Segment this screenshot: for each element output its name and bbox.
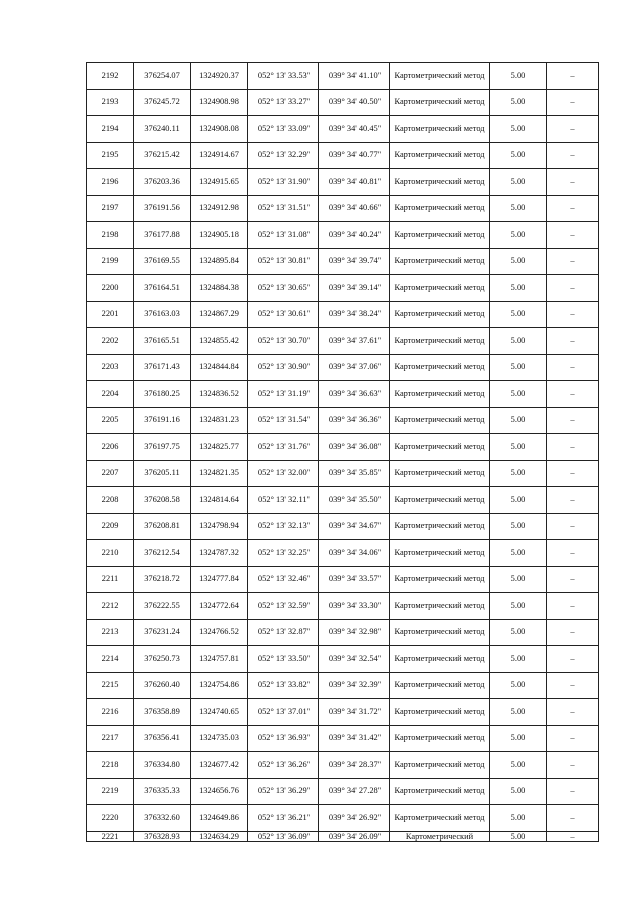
table-row [87,434,599,461]
x-coordinate-cell: 376358.89 [134,699,191,726]
point-number-cell: 2201 [87,301,134,328]
y-coordinate-cell: 1324777.84 [191,566,248,593]
latitude-cell: 052° 13' 33.50" [248,646,319,673]
longitude-cell: 039° 34' 35.50" [319,487,390,514]
table-row [87,381,599,408]
y-coordinate-cell: 1324754.86 [191,672,248,699]
table-row [87,407,599,434]
point-number-cell: 2215 [87,672,134,699]
x-coordinate-cell: 376203.36 [134,169,191,196]
method-cell: Картометрический метод [390,195,490,222]
table-row [87,805,599,832]
note-cell: – [547,540,599,567]
accuracy-cell: 5.00 [490,566,547,593]
table-body [87,63,599,842]
table-row [87,89,599,116]
note-cell: – [547,301,599,328]
y-coordinate-cell: 1324867.29 [191,301,248,328]
y-coordinate-cell: 1324656.76 [191,778,248,805]
y-coordinate-cell: 1324825.77 [191,434,248,461]
accuracy-cell: 5.00 [490,460,547,487]
point-number-cell: 2197 [87,195,134,222]
point-number-cell: 2202 [87,328,134,355]
method-cell: Картометрический метод [390,513,490,540]
point-number-cell: 2193 [87,89,134,116]
method-cell: Картометрический метод [390,699,490,726]
note-cell: – [547,328,599,355]
y-coordinate-cell: 1324634.29 [191,831,248,841]
accuracy-cell: 5.00 [490,619,547,646]
latitude-cell: 052° 13' 32.46" [248,566,319,593]
x-coordinate-cell: 376245.72 [134,89,191,116]
note-cell: – [547,593,599,620]
table-row [87,354,599,381]
point-number-cell: 2214 [87,646,134,673]
y-coordinate-cell: 1324821.35 [191,460,248,487]
note-cell: – [547,63,599,90]
longitude-cell: 039° 34' 26.09" [319,831,390,841]
method-cell: Картометрический метод [390,301,490,328]
point-number-cell: 2206 [87,434,134,461]
latitude-cell: 052° 13' 36.09" [248,831,319,841]
table-row [87,699,599,726]
longitude-cell: 039° 34' 32.54" [319,646,390,673]
longitude-cell: 039° 34' 34.06" [319,540,390,567]
latitude-cell: 052° 13' 36.21" [248,805,319,832]
y-coordinate-cell: 1324905.18 [191,222,248,249]
note-cell: – [547,89,599,116]
latitude-cell: 052° 13' 32.00" [248,460,319,487]
latitude-cell: 052° 13' 30.65" [248,275,319,302]
x-coordinate-cell: 376215.42 [134,142,191,169]
table-row [87,275,599,302]
point-number-cell: 2200 [87,275,134,302]
latitude-cell: 052° 13' 31.51" [248,195,319,222]
longitude-cell: 039° 34' 36.63" [319,381,390,408]
coordinates-table [86,62,599,842]
method-cell: Картометрический метод [390,646,490,673]
point-number-cell: 2211 [87,566,134,593]
accuracy-cell: 5.00 [490,195,547,222]
table-row [87,513,599,540]
x-coordinate-cell: 376191.16 [134,407,191,434]
method-cell: Картометрический метод [390,778,490,805]
longitude-cell: 039° 34' 32.39" [319,672,390,699]
latitude-cell: 052° 13' 33.82" [248,672,319,699]
note-cell: – [547,805,599,832]
note-cell: – [547,619,599,646]
y-coordinate-cell: 1324836.52 [191,381,248,408]
latitude-cell: 052° 13' 32.25" [248,540,319,567]
note-cell: – [547,407,599,434]
point-number-cell: 2220 [87,805,134,832]
latitude-cell: 052° 13' 33.09" [248,116,319,143]
note-cell: – [547,195,599,222]
latitude-cell: 052° 13' 31.08" [248,222,319,249]
accuracy-cell: 5.00 [490,487,547,514]
x-coordinate-cell: 376212.54 [134,540,191,567]
latitude-cell: 052° 13' 31.54" [248,407,319,434]
latitude-cell: 052° 13' 32.11" [248,487,319,514]
table-row [87,63,599,90]
longitude-cell: 039° 34' 40.45" [319,116,390,143]
point-number-cell: 2218 [87,752,134,779]
point-number-cell: 2199 [87,248,134,275]
longitude-cell: 039° 34' 26.92" [319,805,390,832]
accuracy-cell: 5.00 [490,752,547,779]
table-row [87,619,599,646]
y-coordinate-cell: 1324914.67 [191,142,248,169]
point-number-cell: 2221 [87,831,134,841]
longitude-cell: 039° 34' 39.74" [319,248,390,275]
method-cell: Картометрический метод [390,672,490,699]
latitude-cell: 052° 13' 36.93" [248,725,319,752]
table-row [87,460,599,487]
accuracy-cell: 5.00 [490,63,547,90]
method-cell: Картометрический метод [390,328,490,355]
longitude-cell: 039° 34' 36.08" [319,434,390,461]
x-coordinate-cell: 376177.88 [134,222,191,249]
latitude-cell: 052° 13' 36.29" [248,778,319,805]
method-cell: Картометрический метод [390,381,490,408]
y-coordinate-cell: 1324814.64 [191,487,248,514]
note-cell: – [547,434,599,461]
method-cell: Картометрический метод [390,460,490,487]
method-cell: Картометрический метод [390,63,490,90]
longitude-cell: 039° 34' 40.50" [319,89,390,116]
longitude-cell: 039° 34' 40.66" [319,195,390,222]
latitude-cell: 052° 13' 31.90" [248,169,319,196]
latitude-cell: 052° 13' 32.13" [248,513,319,540]
y-coordinate-cell: 1324831.23 [191,407,248,434]
note-cell: – [547,566,599,593]
x-coordinate-cell: 376260.40 [134,672,191,699]
y-coordinate-cell: 1324912.98 [191,195,248,222]
note-cell: – [547,354,599,381]
x-coordinate-cell: 376356.41 [134,725,191,752]
table-row [87,487,599,514]
note-cell: – [547,142,599,169]
accuracy-cell: 5.00 [490,301,547,328]
x-coordinate-cell: 376332.60 [134,805,191,832]
table-row [87,142,599,169]
x-coordinate-cell: 376208.58 [134,487,191,514]
x-coordinate-cell: 376334.80 [134,752,191,779]
point-number-cell: 2204 [87,381,134,408]
latitude-cell: 052° 13' 31.76" [248,434,319,461]
longitude-cell: 039° 34' 40.81" [319,169,390,196]
point-number-cell: 2210 [87,540,134,567]
accuracy-cell: 5.00 [490,778,547,805]
longitude-cell: 039° 34' 37.61" [319,328,390,355]
method-cell: Картометрический метод [390,89,490,116]
y-coordinate-cell: 1324740.65 [191,699,248,726]
x-coordinate-cell: 376240.11 [134,116,191,143]
method-cell: Картометрический метод [390,407,490,434]
method-cell: Картометрический метод [390,619,490,646]
longitude-cell: 039° 34' 33.30" [319,593,390,620]
method-cell: Картометрический метод [390,222,490,249]
table-row [87,593,599,620]
point-number-cell: 2198 [87,222,134,249]
x-coordinate-cell: 376171.43 [134,354,191,381]
x-coordinate-cell: 376197.75 [134,434,191,461]
y-coordinate-cell: 1324798.94 [191,513,248,540]
method-cell: Картометрический метод [390,805,490,832]
latitude-cell: 052° 13' 33.53" [248,63,319,90]
table-row [87,328,599,355]
longitude-cell: 039° 34' 28.37" [319,752,390,779]
latitude-cell: 052° 13' 30.70" [248,328,319,355]
method-cell: Картометрический метод [390,354,490,381]
table-row [87,116,599,143]
accuracy-cell: 5.00 [490,354,547,381]
table-row [87,778,599,805]
longitude-cell: 039° 34' 31.72" [319,699,390,726]
x-coordinate-cell: 376208.81 [134,513,191,540]
table-row [87,169,599,196]
y-coordinate-cell: 1324908.98 [191,89,248,116]
point-number-cell: 2205 [87,407,134,434]
x-coordinate-cell: 376231.24 [134,619,191,646]
note-cell: – [547,381,599,408]
note-cell: – [547,169,599,196]
accuracy-cell: 5.00 [490,248,547,275]
y-coordinate-cell: 1324787.32 [191,540,248,567]
accuracy-cell: 5.00 [490,142,547,169]
note-cell: – [547,831,599,841]
longitude-cell: 039° 34' 27.28" [319,778,390,805]
method-cell: Картометрический [390,831,490,841]
accuracy-cell: 5.00 [490,699,547,726]
x-coordinate-cell: 376250.73 [134,646,191,673]
y-coordinate-cell: 1324735.03 [191,725,248,752]
x-coordinate-cell: 376191.56 [134,195,191,222]
point-number-cell: 2216 [87,699,134,726]
x-coordinate-cell: 376169.55 [134,248,191,275]
accuracy-cell: 5.00 [490,725,547,752]
accuracy-cell: 5.00 [490,222,547,249]
point-number-cell: 2212 [87,593,134,620]
point-number-cell: 2217 [87,725,134,752]
method-cell: Картометрический метод [390,169,490,196]
latitude-cell: 052° 13' 37.01" [248,699,319,726]
point-number-cell: 2192 [87,63,134,90]
note-cell: – [547,672,599,699]
note-cell: – [547,222,599,249]
accuracy-cell: 5.00 [490,116,547,143]
note-cell: – [547,460,599,487]
longitude-cell: 039° 34' 36.36" [319,407,390,434]
y-coordinate-cell: 1324677.42 [191,752,248,779]
method-cell: Картометрический метод [390,752,490,779]
accuracy-cell: 5.00 [490,275,547,302]
table-row [87,195,599,222]
latitude-cell: 052° 13' 32.59" [248,593,319,620]
latitude-cell: 052° 13' 30.90" [248,354,319,381]
latitude-cell: 052° 13' 33.27" [248,89,319,116]
table-row [87,831,599,841]
table-row [87,222,599,249]
y-coordinate-cell: 1324895.84 [191,248,248,275]
latitude-cell: 052° 13' 32.29" [248,142,319,169]
table-row [87,566,599,593]
longitude-cell: 039° 34' 41.10" [319,63,390,90]
note-cell: – [547,725,599,752]
note-cell: – [547,752,599,779]
method-cell: Картометрический метод [390,487,490,514]
note-cell: – [547,116,599,143]
method-cell: Картометрический метод [390,142,490,169]
y-coordinate-cell: 1324915.65 [191,169,248,196]
table-row [87,301,599,328]
accuracy-cell: 5.00 [490,672,547,699]
y-coordinate-cell: 1324855.42 [191,328,248,355]
x-coordinate-cell: 376205.11 [134,460,191,487]
y-coordinate-cell: 1324757.81 [191,646,248,673]
table-row [87,646,599,673]
point-number-cell: 2209 [87,513,134,540]
longitude-cell: 039° 34' 35.85" [319,460,390,487]
method-cell: Картометрический метод [390,593,490,620]
note-cell: – [547,513,599,540]
longitude-cell: 039° 34' 34.67" [319,513,390,540]
method-cell: Картометрический метод [390,566,490,593]
note-cell: – [547,275,599,302]
longitude-cell: 039° 34' 32.98" [319,619,390,646]
note-cell: – [547,646,599,673]
latitude-cell: 052° 13' 30.81" [248,248,319,275]
longitude-cell: 039° 34' 39.14" [319,275,390,302]
y-coordinate-cell: 1324908.08 [191,116,248,143]
accuracy-cell: 5.00 [490,646,547,673]
table-row [87,725,599,752]
longitude-cell: 039° 34' 38.24" [319,301,390,328]
note-cell: – [547,487,599,514]
point-number-cell: 2194 [87,116,134,143]
latitude-cell: 052° 13' 31.19" [248,381,319,408]
latitude-cell: 052° 13' 36.26" [248,752,319,779]
longitude-cell: 039° 34' 31.42" [319,725,390,752]
point-number-cell: 2208 [87,487,134,514]
longitude-cell: 039° 34' 37.06" [319,354,390,381]
accuracy-cell: 5.00 [490,805,547,832]
method-cell: Картометрический метод [390,540,490,567]
x-coordinate-cell: 376222.55 [134,593,191,620]
method-cell: Картометрический метод [390,275,490,302]
point-number-cell: 2203 [87,354,134,381]
x-coordinate-cell: 376328.93 [134,831,191,841]
method-cell: Картометрический метод [390,725,490,752]
x-coordinate-cell: 376164.51 [134,275,191,302]
point-number-cell: 2213 [87,619,134,646]
y-coordinate-cell: 1324649.86 [191,805,248,832]
table-row [87,540,599,567]
method-cell: Картометрический метод [390,434,490,461]
y-coordinate-cell: 1324772.64 [191,593,248,620]
x-coordinate-cell: 376165.51 [134,328,191,355]
longitude-cell: 039° 34' 40.24" [319,222,390,249]
note-cell: – [547,778,599,805]
accuracy-cell: 5.00 [490,381,547,408]
accuracy-cell: 5.00 [490,169,547,196]
longitude-cell: 039° 34' 40.77" [319,142,390,169]
note-cell: – [547,248,599,275]
accuracy-cell: 5.00 [490,407,547,434]
latitude-cell: 052° 13' 30.61" [248,301,319,328]
accuracy-cell: 5.00 [490,831,547,841]
y-coordinate-cell: 1324884.38 [191,275,248,302]
point-number-cell: 2207 [87,460,134,487]
y-coordinate-cell: 1324766.52 [191,619,248,646]
accuracy-cell: 5.00 [490,89,547,116]
longitude-cell: 039° 34' 33.57" [319,566,390,593]
method-cell: Картометрический метод [390,248,490,275]
accuracy-cell: 5.00 [490,593,547,620]
accuracy-cell: 5.00 [490,328,547,355]
accuracy-cell: 5.00 [490,540,547,567]
latitude-cell: 052° 13' 32.87" [248,619,319,646]
accuracy-cell: 5.00 [490,434,547,461]
y-coordinate-cell: 1324920.37 [191,63,248,90]
note-cell: – [547,699,599,726]
method-cell: Картометрический метод [390,116,490,143]
accuracy-cell: 5.00 [490,513,547,540]
x-coordinate-cell: 376218.72 [134,566,191,593]
table-row [87,752,599,779]
x-coordinate-cell: 376335.33 [134,778,191,805]
point-number-cell: 2219 [87,778,134,805]
x-coordinate-cell: 376180.25 [134,381,191,408]
point-number-cell: 2196 [87,169,134,196]
y-coordinate-cell: 1324844.84 [191,354,248,381]
table-row [87,672,599,699]
point-number-cell: 2195 [87,142,134,169]
x-coordinate-cell: 376163.03 [134,301,191,328]
x-coordinate-cell: 376254.07 [134,63,191,90]
table-row [87,248,599,275]
